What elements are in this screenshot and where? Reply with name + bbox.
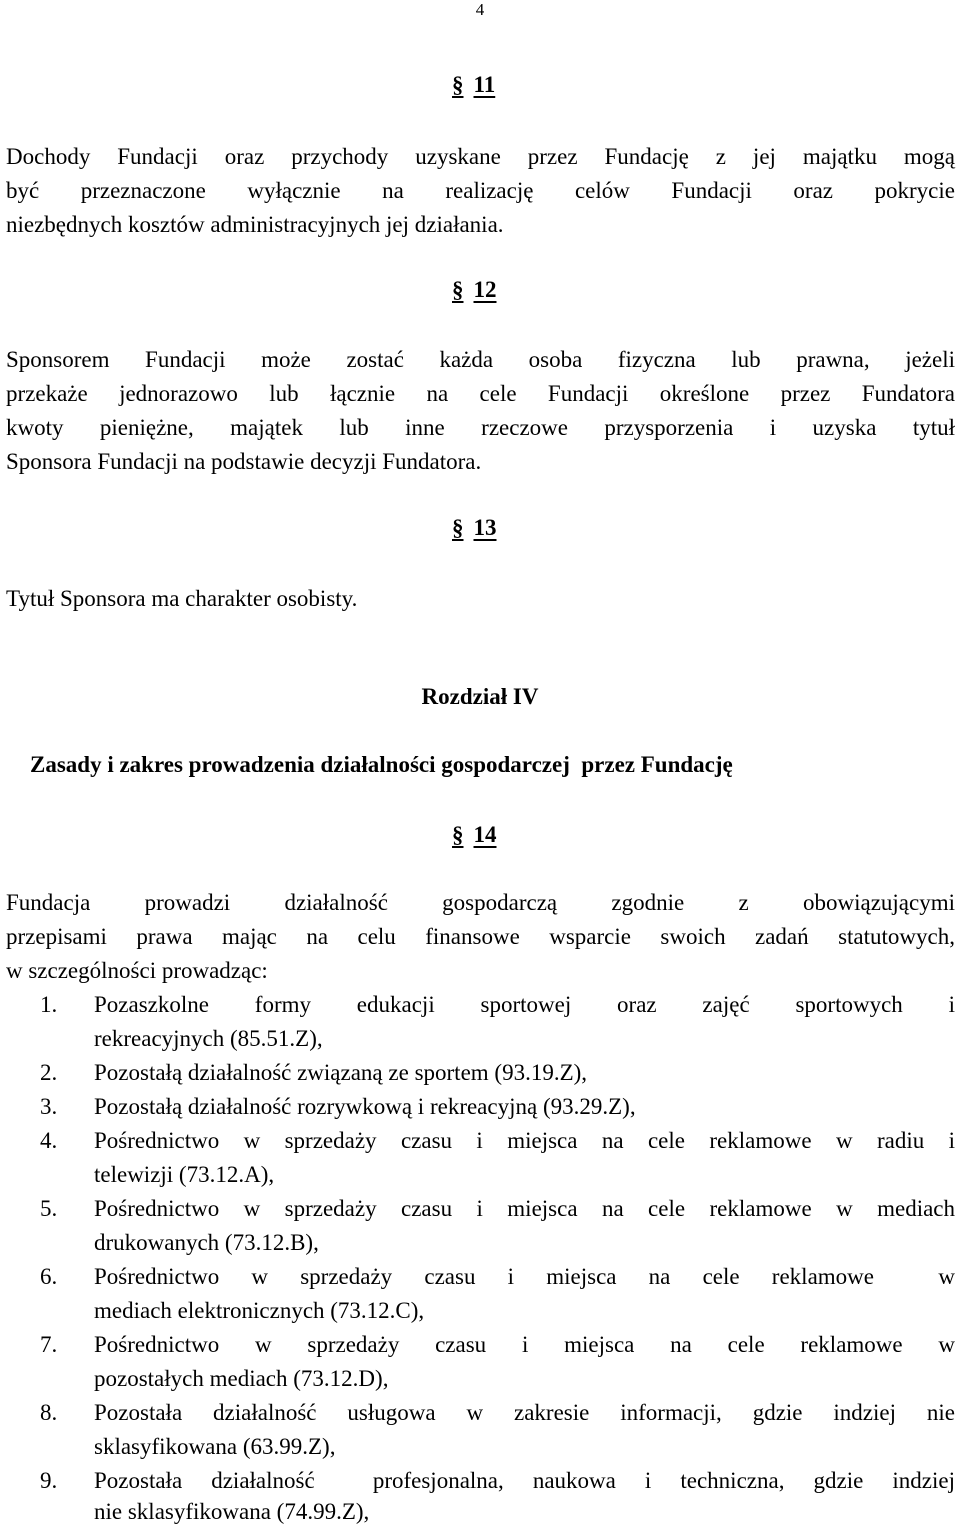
list-item-number: 7. [40,1332,58,1357]
list-item-line: pozostałych mediach (73.12.D), [94,1366,389,1391]
list-item-number: 2. [40,1060,58,1085]
list-item-line: Pośrednictwo w sprzedaży czasu i miejsca na cele reklamowe w mediach [94,1196,955,1221]
list-item-number: 6. [40,1264,58,1289]
page-number: 4 [475,0,485,19]
section-12-line-2: przekaże jednorazowo lub łącznie na cele Fundacji określone przez Fundatora [6,381,955,406]
list-item-number: 5. [40,1196,58,1221]
list-item-line: Pośrednictwo w sprzedaży czasu i miejsca na cele reklamowe w radiu i [94,1128,955,1153]
section-symbol: § [452,72,464,97]
section-11-line-1: Dochody Fundacji oraz przychody uzyskane przez Fundację z jej majątku mogą [6,144,955,169]
section-11-line-2: być przeznaczone wyłącznie na realizację celów Fundacji oraz pokrycie [6,178,955,203]
list-item-number: 9. [40,1468,58,1493]
list-item-line: Pozaszkolne formy edukacji sportowej oraz zajęć sportowych i [94,992,955,1017]
list-item-number: 1. [40,992,58,1017]
list-item-line: Pozostałą działalność związaną ze sportem (93.19.Z), [94,1060,588,1085]
list-item-number: 3. [40,1094,58,1119]
list-item-line: sklasyfikowana (63.99.Z), [94,1434,336,1459]
section-12-line-1: Sponsorem Fundacji może zostać każda osoba fizyczna lub prawna, jeżeli [6,347,955,372]
section-11-line-3: niezbędnych kosztów administracyjnych jej działania. [6,212,504,237]
chapter-title: Rozdział IV [421,684,539,709]
list-item-line: Pośrednictwo w sprzedaży czasu i miejsca na cele reklamowe w [94,1332,955,1357]
list-item-number: 4. [40,1128,58,1153]
section-14-line-3: w szczególności prowadząc: [6,958,268,983]
section-number: 13 [473,515,497,540]
list-item-line: Pozostałą działalność rozrywkową i rekreacyjną (93.29.Z), [94,1094,636,1119]
section-symbol: § [452,277,464,302]
list-item-line: drukowanych (73.12.B), [94,1230,319,1255]
section-symbol: § [452,515,464,540]
section-number: 12 [473,277,497,302]
list-item-line: Pozostała działalność profesjonalna, naukowa i techniczna, gdzie indziej [94,1468,955,1493]
chapter-subtitle: Zasady i zakres prowadzenia działalności gospodarczej przez Fundację [30,752,733,777]
list-item-line: telewizji (73.12.A), [94,1162,275,1187]
section-number: 11 [473,72,496,97]
section-12-line-3: kwoty pieniężne, majątek lub inne rzeczowe przysporzenia i uzyska tytuł [6,415,955,440]
section-14-heading [452,822,497,848]
section-number: 14 [473,822,497,847]
section-12-line-4: Sponsora Fundacji na podstawie decyzji Fundatora. [6,449,482,474]
section-14-line-1: Fundacja prowadzi działalność gospodarczą zgodnie z obowiązującymi [6,890,955,915]
list-item-line: mediach elektronicznych (73.12.C), [94,1298,425,1323]
section-symbol: § [452,822,464,847]
list-item-number: 8. [40,1400,58,1425]
section-13-heading [452,515,497,541]
list-item-line: nie sklasyfikowana (74.99.Z), [94,1499,370,1524]
list-item-line: rekreacyjnych (85.51.Z), [94,1026,323,1051]
section-12-heading [452,277,497,303]
section-13-line-1: Tytuł Sponsora ma charakter osobisty. [6,586,358,611]
section-11-heading [452,72,495,98]
list-item-line: Pośrednictwo w sprzedaży czasu i miejsca na cele reklamowe w [94,1264,955,1289]
section-14-line-2: przepisami prawa mając na celu finansowe wsparcie swoich zadań statutowych, [6,924,955,949]
list-item-line: Pozostała działalność usługowa w zakresie informacji, gdzie indziej nie [94,1400,955,1425]
